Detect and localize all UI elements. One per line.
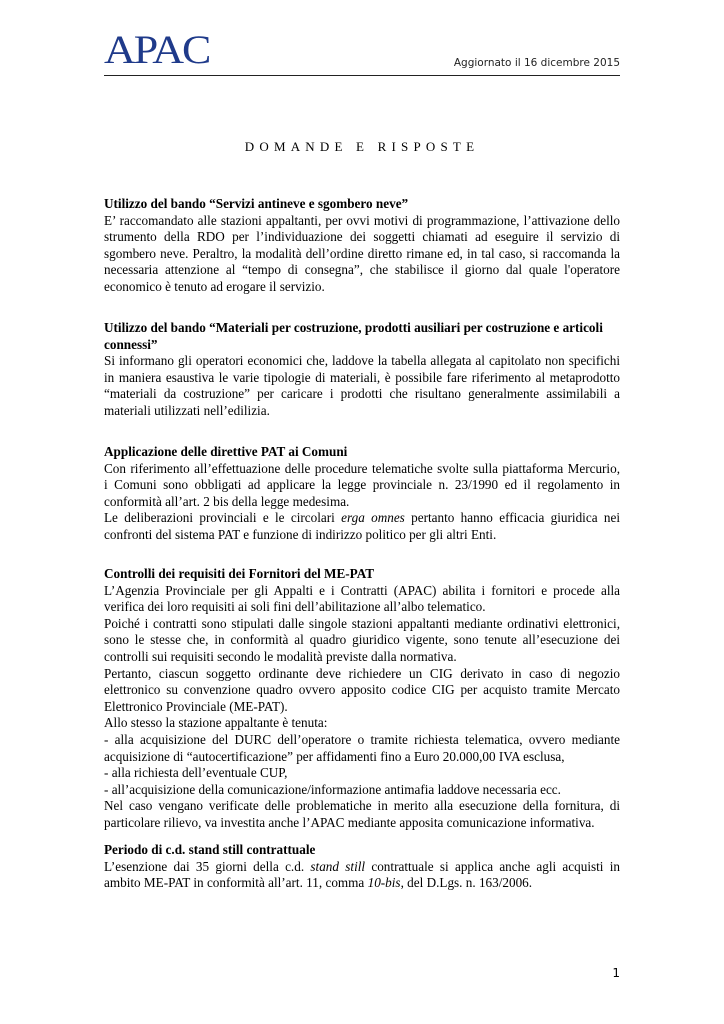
section-text-line: E’ raccomandato alle stazioni appaltanti, per ovvi motivi di programmazione, l’attivazione dello: [104, 212, 620, 228]
section-text-line: Pertanto, ciascun soggetto ordinante deve richiedere un CIG derivato in caso di negozio: [104, 665, 620, 681]
updated-date: Aggiornato il 16 dicembre 2015: [453, 57, 620, 69]
header-divider: [104, 75, 620, 76]
section-heading: Utilizzo del bando “Servizi antineve e sgombero neve”: [104, 196, 409, 211]
section-text-line: Poiché i contratti sono stipulati dalle singole stazioni appaltanti mediante ordinativi elettronici,: [104, 615, 620, 631]
section-text-line: necessaria attenzione al “tempo di consegna”, che stabilisce il giorno dal quale l'operatore: [104, 262, 620, 278]
faq-section: [104, 444, 620, 544]
faq-section: [104, 196, 620, 296]
section-text-line: materiali utilizzati nell’edilizia.: [104, 402, 270, 418]
section-text-line: sgombero neve. Peraltro, la modalità dell’ordine diretto rimane ed, in tal caso, si raccomanda la: [104, 245, 620, 261]
section-text-line: ambito ME-PAT in conformità all’art. 11, comma 10-bis, del D.Lgs. n. 163/2006.: [104, 875, 533, 891]
section-heading: Controlli dei requisiti dei Fornitori del ME-PAT: [104, 566, 375, 581]
section-text-line: in maniera esaustiva le varie tipologie di materiali, è possibile fare riferimento al metaprodotto: [104, 369, 620, 385]
section-text-line: Elettronico Provinciale (ME-PAT).: [104, 698, 288, 714]
section-text-line: L’esenzione dai 35 giorni della c.d. stand still contrattuale si applica anche agli acquisti in: [104, 858, 620, 874]
section-text-line: sono le stesse che, in conformità al quadro giuridico vigente, sono tenute all’esecuzione dei: [104, 632, 620, 648]
section-text-line: Le deliberazioni provinciali e le circolari erga omnes pertanto hanno efficacia giuridica nei: [104, 510, 620, 526]
document-title: DOMANDE E RISPOSTE: [244, 139, 480, 154]
section-text-line: particolare rilievo, va investita anche l’APAC mediante apposita comunicazione informativa.: [104, 814, 595, 830]
section-text-line: confronti del sistema PAT e funzione di indirizzo politico per gli altri Enti.: [104, 526, 497, 542]
faq-section: [104, 842, 620, 892]
section-text-line: Allo stesso la stazione appaltante è tenuta:: [104, 715, 328, 731]
section-text-line: Con riferimento all’effettuazione delle procedure telematiche svolte sulla piattaforma Mercurio,: [104, 460, 620, 476]
section-heading: Periodo di c.d. stand still contrattuale: [104, 842, 316, 857]
apac-logo: APAC: [104, 27, 210, 73]
section-text-line: Nel caso vengano verificate delle problematiche in merito alla esecuzione della fornitura, di: [104, 798, 620, 814]
faq-section: [104, 566, 620, 832]
faq-section: [104, 320, 620, 420]
section-text-line: elettronico su convenzione quadro ovvero apposito codice CIG per acquisto tramite Mercato: [104, 682, 620, 698]
section-text-line: L’Agenzia Provinciale per gli Appalti e i Contratti (APAC) abilita i fornitori e procede alla: [104, 582, 620, 598]
section-text-line: economico è tenuto ad erogare il servizio.: [104, 278, 325, 294]
section-heading: Applicazione delle direttive PAT ai Comuni: [104, 444, 348, 459]
section-text-line: acquisizione di “autocertificazione” per affidamenti fino a Euro 20.000,00 IVA esclusa,: [104, 748, 565, 764]
section-text-line: - all’acquisizione della comunicazione/informazione antimafia laddove necessaria ecc.: [104, 781, 561, 797]
section-text-line: conformità all’art. 2 bis della legge medesima.: [104, 493, 350, 509]
section-text-line: - alla acquisizione del DURC dell’operatore o tramite richiesta telematica, ovvero mediante: [104, 731, 620, 747]
section-text-line: controlli sui requisiti secondo le modalità previste dalla normativa.: [104, 648, 457, 664]
section-text-line: - alla richiesta dell’eventuale CUP,: [104, 765, 288, 781]
section-text-line: i Comuni sono obbligati ad applicare la legge provinciale n. 23/1990 ed il regolamento in: [104, 477, 620, 493]
section-heading: Utilizzo del bando “Materiali per costruzione, prodotti ausiliari per costruzione e articoli connessi”: [104, 320, 603, 352]
page-number: 1: [612, 966, 620, 980]
section-text-line: strumento della RDO per l’individuazione dei soggetti chiamati ad eseguire il servizio di: [104, 229, 620, 245]
section-text-line: “materiali da costruzione” per caricare i prodotti che risultano generalmente assimilabili a: [104, 386, 620, 402]
section-text-line: Si informano gli operatori economici che, laddove la tabella allegata al capitolato non specifichi: [104, 353, 620, 369]
section-text-line: verifica dei loro requisiti ai soli fini dell’abilitazione all’albo telematico.: [104, 599, 486, 615]
